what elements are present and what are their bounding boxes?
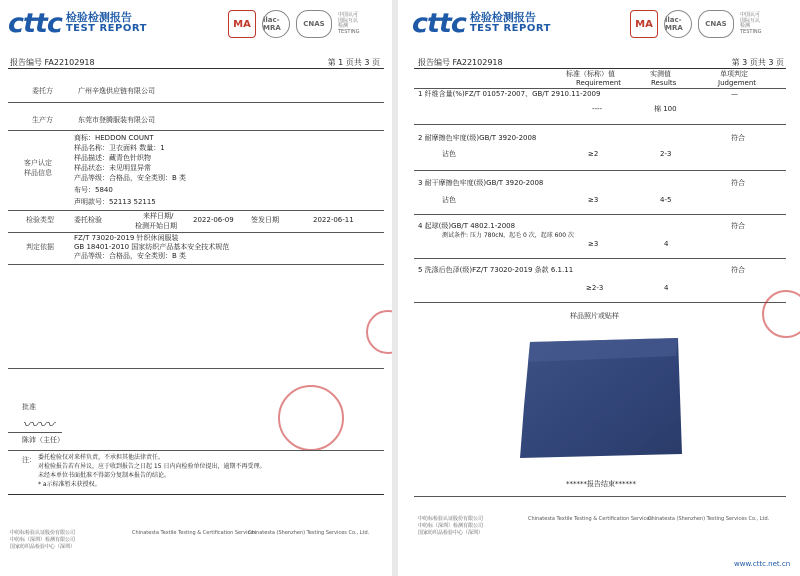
logo-mark: cttc bbox=[8, 8, 62, 39]
header-rule bbox=[414, 68, 786, 69]
test-type-label: 检验类型 bbox=[26, 216, 54, 224]
col-result-en: Results bbox=[651, 79, 677, 87]
photo-label: 样品照片或贴样 bbox=[570, 312, 619, 320]
divider bbox=[8, 130, 384, 131]
divider bbox=[8, 450, 384, 451]
item-result: 棉 100 bbox=[654, 105, 677, 113]
footer-line: 国家纺织品检验中心（深圳） bbox=[418, 530, 484, 536]
footer-line: 中纺标（深圳）检测有限公司 bbox=[10, 537, 76, 543]
logo-en: TEST REPORT bbox=[469, 23, 551, 35]
item-judge: 符合 bbox=[731, 266, 745, 274]
divider bbox=[8, 210, 384, 211]
col-standard-cn: 标准（标称）值 bbox=[566, 70, 615, 78]
divider bbox=[8, 368, 384, 369]
page-number: 第 1 页共 3 页 bbox=[327, 58, 380, 67]
cttc-logo bbox=[8, 10, 147, 37]
footer-line: 中纺标检验认证股份有限公司 bbox=[418, 516, 484, 522]
ma-cert-icon: MA bbox=[228, 10, 256, 38]
col-judge-cn: 单项判定 bbox=[720, 70, 748, 78]
item-standard: ---- bbox=[592, 105, 603, 113]
received-date: 2022-06-09 bbox=[193, 216, 234, 224]
report-number: 报告编号 FA22102918 bbox=[418, 58, 503, 67]
item-result: 4 bbox=[664, 240, 669, 248]
sample-line: 样品名称：卫衣面料 数量：1 bbox=[74, 144, 165, 152]
report-end: ******报告结束****** bbox=[566, 480, 636, 488]
signer-name: 陈沛（主任） bbox=[22, 436, 64, 444]
item-title: 2 耐摩擦色牢度(级)GB/T 3920-2008 bbox=[418, 134, 537, 142]
cnas-cert-icon: CNAS bbox=[698, 10, 734, 38]
sample-label-1: 客户认定 bbox=[24, 159, 52, 167]
divider bbox=[8, 232, 384, 233]
cttc-logo bbox=[412, 10, 551, 37]
footer-line: 中纺标（深圳）检测有限公司 bbox=[418, 523, 484, 529]
signature: 〰〰 bbox=[22, 415, 55, 434]
item-sub: 测试条件: 压力 780cN，起毛 0 次，起球 600 次 bbox=[442, 232, 574, 239]
divider bbox=[414, 88, 786, 89]
cert-note: 中国认可 国际互认 检测 TESTING bbox=[338, 12, 360, 35]
col-judge-en: Judgement bbox=[718, 79, 757, 87]
sign-date-label: 签发日期 bbox=[251, 216, 279, 224]
sample-line: 商标：HEDDON COUNT bbox=[74, 134, 154, 142]
logo-en: TEST REPORT bbox=[65, 23, 147, 35]
divider bbox=[414, 258, 786, 259]
sample-label-2: 样品信息 bbox=[24, 169, 52, 177]
page-number: 第 3 页共 3 页 bbox=[731, 58, 784, 67]
item-judge: 符合 bbox=[731, 179, 745, 187]
sample-line: 样品状态：未见明显异常 bbox=[74, 164, 151, 172]
report-page-1 bbox=[0, 0, 392, 576]
cert-logos bbox=[630, 10, 766, 38]
ilac-cert-icon: ilac-MRA bbox=[262, 10, 290, 38]
report-number: 报告编号 FA22102918 bbox=[10, 58, 95, 67]
item-judge: 符合 bbox=[731, 134, 745, 142]
footer-en bbox=[648, 516, 769, 523]
sample-line: 布号：5840 bbox=[74, 186, 113, 194]
item-standard: ≥2 bbox=[588, 150, 599, 158]
client-label: 委托方 bbox=[32, 87, 53, 95]
client-value: 广州辛逸供应链有限公司 bbox=[78, 87, 155, 95]
footer-line: Chinatesta (Shenzhen) Testing Services Co., Ltd. bbox=[248, 530, 370, 536]
item-title: 5 洗涤后色泽(级)FZ/T 73020-2019 条款 6.1.11 bbox=[418, 266, 574, 274]
approver-label: 批准 bbox=[22, 403, 36, 411]
sample-line: 产品等级：合格品，安全类别：B 类 bbox=[74, 174, 187, 182]
received-label: 来样日期/ bbox=[143, 212, 174, 220]
signature-line bbox=[8, 432, 62, 433]
item-result: 2-3 bbox=[660, 150, 672, 158]
note-line: * a示标准暂未获授权。 bbox=[38, 481, 101, 488]
ilac-cert-icon: ilac-MRA bbox=[664, 10, 692, 38]
footer-cn bbox=[10, 530, 75, 551]
item-sub: 沾色 bbox=[442, 150, 456, 158]
notes-label: 注： bbox=[22, 456, 36, 464]
footer-line: Chinatesta Textile Testing & Certification Services bbox=[528, 516, 652, 522]
sample-line: 声明款号：52113 52115 bbox=[74, 198, 156, 206]
basis-line: GB 18401-2010 国家纺织产品基本安全技术规范 bbox=[74, 243, 230, 251]
item-standard: ≥3 bbox=[588, 240, 599, 248]
sign-date: 2022-06-11 bbox=[313, 216, 354, 224]
item-title: 4 起球(级)GB/T 4802.1-2008 bbox=[418, 222, 516, 230]
header-rule bbox=[8, 68, 384, 69]
producer-value: 东莞市登腾服装有限公司 bbox=[78, 116, 155, 124]
test-type-value: 委托检验 bbox=[74, 216, 102, 224]
item-result: 4-5 bbox=[660, 196, 672, 204]
divider bbox=[8, 264, 384, 265]
official-stamp bbox=[278, 385, 344, 451]
note-line: 委托检验仅对来样负责，不承担其他法律责任。 bbox=[38, 454, 165, 461]
cert-logos bbox=[228, 10, 364, 38]
report-page-3 bbox=[398, 0, 800, 576]
divider bbox=[8, 494, 384, 495]
fabric-sample-photo bbox=[516, 336, 684, 460]
basis-label: 判定依据 bbox=[26, 243, 54, 251]
item-sub: 沾色 bbox=[442, 196, 456, 204]
footer-cn bbox=[418, 516, 483, 537]
producer-label: 生产方 bbox=[32, 116, 53, 124]
side-stamp bbox=[366, 310, 392, 354]
note-line: 未经本单位书面批准不得部分复制本报告的结论。 bbox=[38, 472, 171, 479]
item-judge: — bbox=[731, 90, 738, 98]
logo-cn: 检验检测报告 bbox=[65, 11, 132, 25]
website: www.cttc.net.cn bbox=[734, 560, 791, 568]
col-result-cn: 实测值 bbox=[650, 70, 671, 78]
divider bbox=[414, 214, 786, 215]
footer-en bbox=[248, 530, 369, 537]
cert-note: 中国认可 国际互认 检测 TESTING bbox=[740, 12, 762, 35]
received-label: 检测开始日期 bbox=[135, 222, 177, 230]
divider bbox=[8, 102, 384, 103]
footer-en bbox=[132, 530, 256, 537]
item-judge: 符合 bbox=[731, 222, 745, 230]
sample-line: 样品描述：藏青色针织物 bbox=[74, 154, 151, 162]
logo-cn: 检验检测报告 bbox=[469, 11, 536, 25]
footer-line: 国家纺织品检验中心（深圳） bbox=[10, 544, 76, 550]
item-result: 4 bbox=[664, 284, 669, 292]
item-title: 3 耐干摩擦色牢度(级)GB/T 3920-2008 bbox=[418, 179, 544, 187]
footer-en bbox=[528, 516, 652, 523]
cnas-cert-icon: CNAS bbox=[296, 10, 332, 38]
divider bbox=[414, 496, 786, 497]
side-stamp bbox=[762, 290, 800, 338]
footer-line: Chinatesta (Shenzhen) Testing Services Co., Ltd. bbox=[648, 516, 770, 522]
note-line: 对检验报告若有异议，应于收到报告之日起 15 日内向检验单位提出，逾期不再受理。 bbox=[38, 463, 266, 470]
footer-line: Chinatesta Textile Testing & Certification Services bbox=[132, 530, 256, 536]
item-standard: ≥2-3 bbox=[586, 284, 604, 292]
logo-mark: cttc bbox=[412, 8, 466, 39]
divider bbox=[414, 170, 786, 171]
col-standard-en: Requirement bbox=[576, 79, 622, 87]
footer-line: 中纺标检验认证股份有限公司 bbox=[10, 530, 76, 536]
ma-cert-icon: MA bbox=[630, 10, 658, 38]
basis-line: FZ/T 73020-2019 针织休闲服装 bbox=[74, 234, 179, 242]
basis-line: 产品等级：合格品，安全类别：B 类 bbox=[74, 252, 187, 260]
divider bbox=[414, 124, 786, 125]
item-title: 1 纤维含量(%)FZ/T 01057-2007、GB/T 2910.11-2009 bbox=[418, 90, 601, 98]
item-standard: ≥3 bbox=[588, 196, 599, 204]
divider bbox=[414, 302, 786, 303]
